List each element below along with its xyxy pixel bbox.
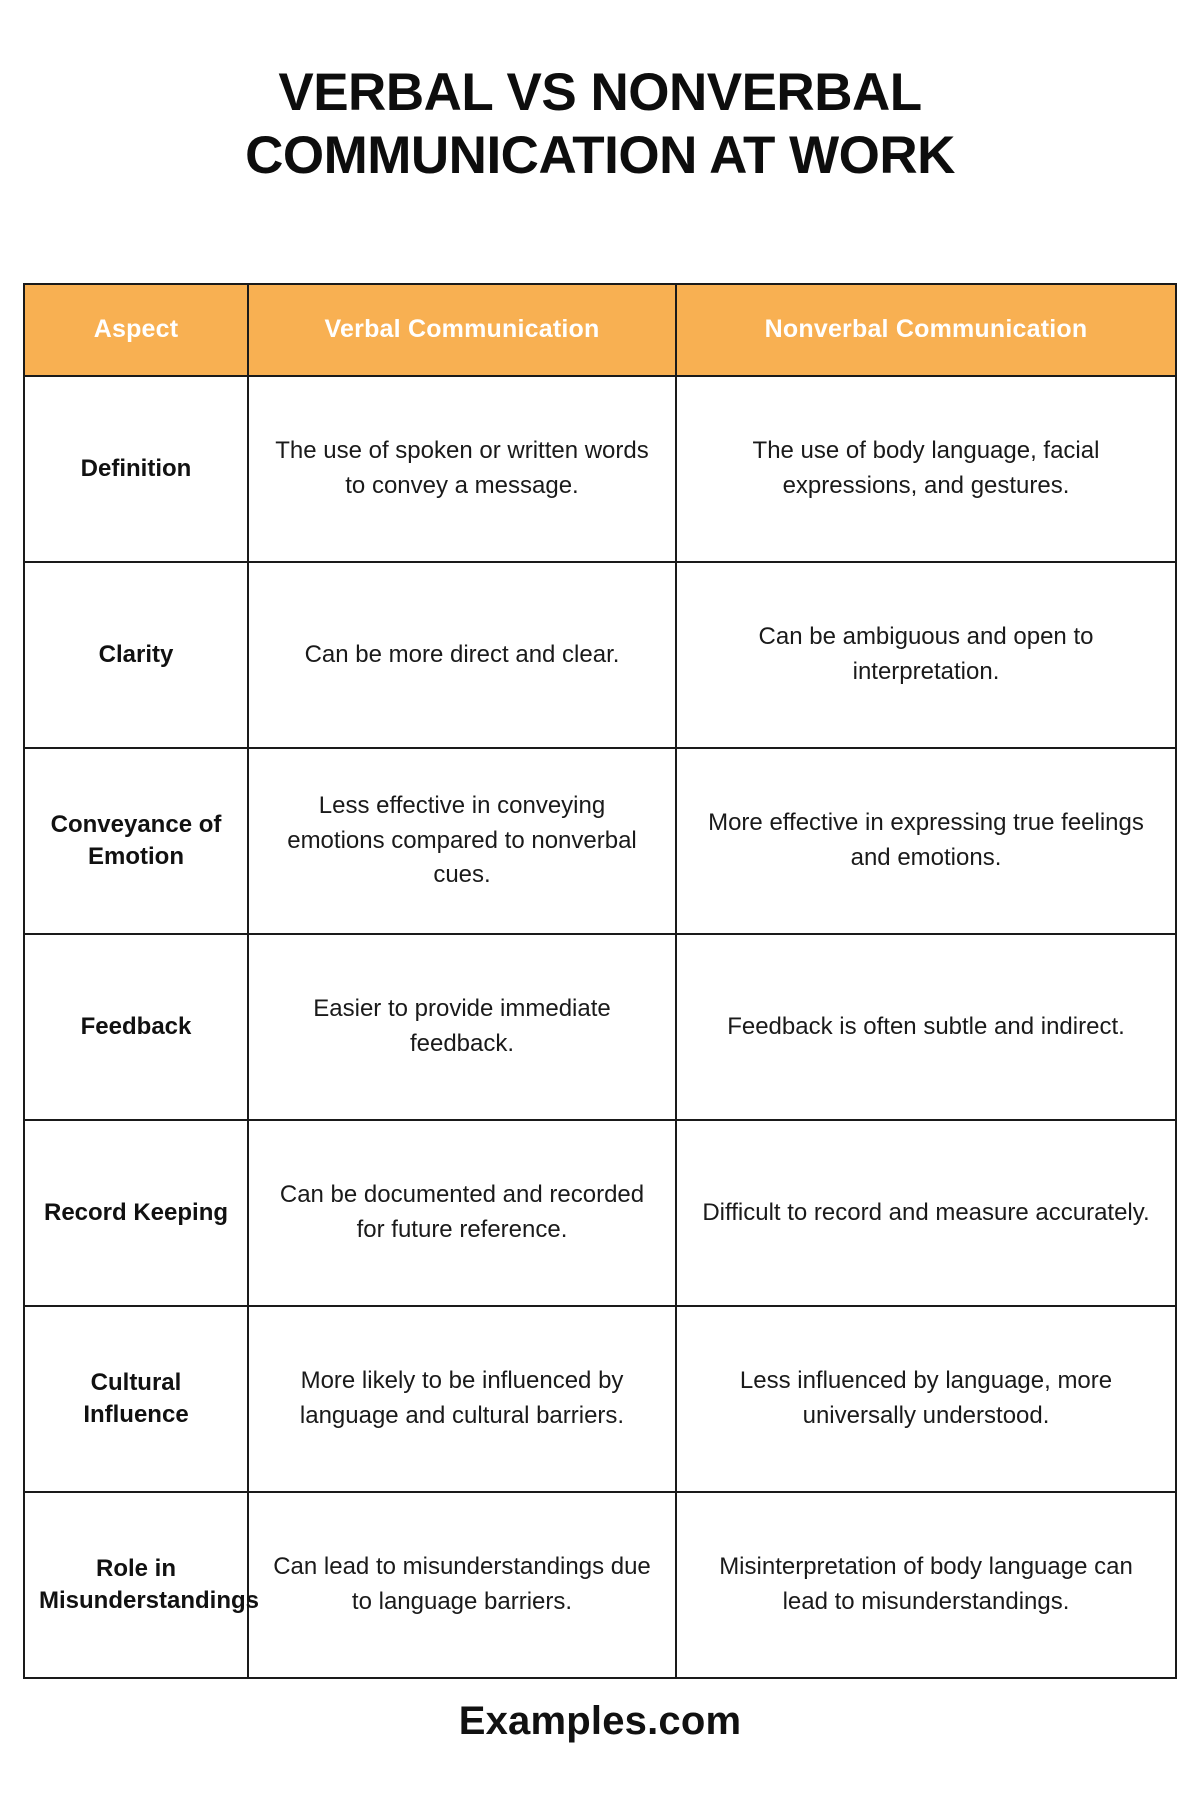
column-header-verbal: Verbal Communication [248,284,676,376]
row-nonverbal-cell: Difficult to record and measure accurately. [676,1120,1176,1306]
row-verbal-cell: More likely to be influenced by language and cultural barriers. [248,1306,676,1492]
column-header-aspect: Aspect [24,284,248,376]
row-nonverbal-cell: Less influenced by language, more universally understood. [676,1306,1176,1492]
row-verbal-cell: Easier to provide immediate feedback. [248,934,676,1120]
row-aspect-label: Clarity [24,562,248,748]
row-verbal-cell: Less effective in conveying emotions compared to nonverbal cues. [248,748,676,934]
row-nonverbal-cell: More effective in expressing true feelings and emotions. [676,748,1176,934]
table-row [24,1306,1176,1492]
table-row [24,562,1176,748]
brand-footer: Examples.com [458,1699,742,1743]
row-nonverbal-cell: Feedback is often subtle and indirect. [676,934,1176,1120]
table-row [24,934,1176,1120]
row-nonverbal-cell: Can be ambiguous and open to interpretation. [676,562,1176,748]
page-title: VERBAL VS NONVERBAL COMMUNICATION AT WORK [245,63,955,185]
table-header [24,284,1176,376]
table-row [24,748,1176,934]
table-row [24,376,1176,562]
comparison-table [23,283,1177,1679]
row-nonverbal-cell: The use of body language, facial expressions, and gestures. [676,376,1176,562]
row-nonverbal-cell: Misinterpretation of body language can lead to misunderstandings. [676,1492,1176,1678]
row-verbal-cell: The use of spoken or written words to convey a message. [248,376,676,562]
comparison-table-wrapper [22,283,1178,1679]
row-aspect-label: Cultural Influence [24,1306,248,1492]
row-aspect-label: Record Keeping [24,1120,248,1306]
row-verbal-cell: Can lead to misunderstandings due to language barriers. [248,1492,676,1678]
table-body [24,376,1176,1678]
table-row [24,1492,1176,1678]
row-verbal-cell: Can be documented and recorded for future reference. [248,1120,676,1306]
table-header-row [24,284,1176,376]
table-row [24,1120,1176,1306]
row-aspect-label: Feedback [24,934,248,1120]
row-verbal-cell: Can be more direct and clear. [248,562,676,748]
row-aspect-label: Conveyance of Emotion [24,748,248,934]
row-aspect-label: Role in Misunderstandings [24,1492,248,1678]
row-aspect-label: Definition [24,376,248,562]
column-header-nonverbal: Nonverbal Communication [676,284,1176,376]
